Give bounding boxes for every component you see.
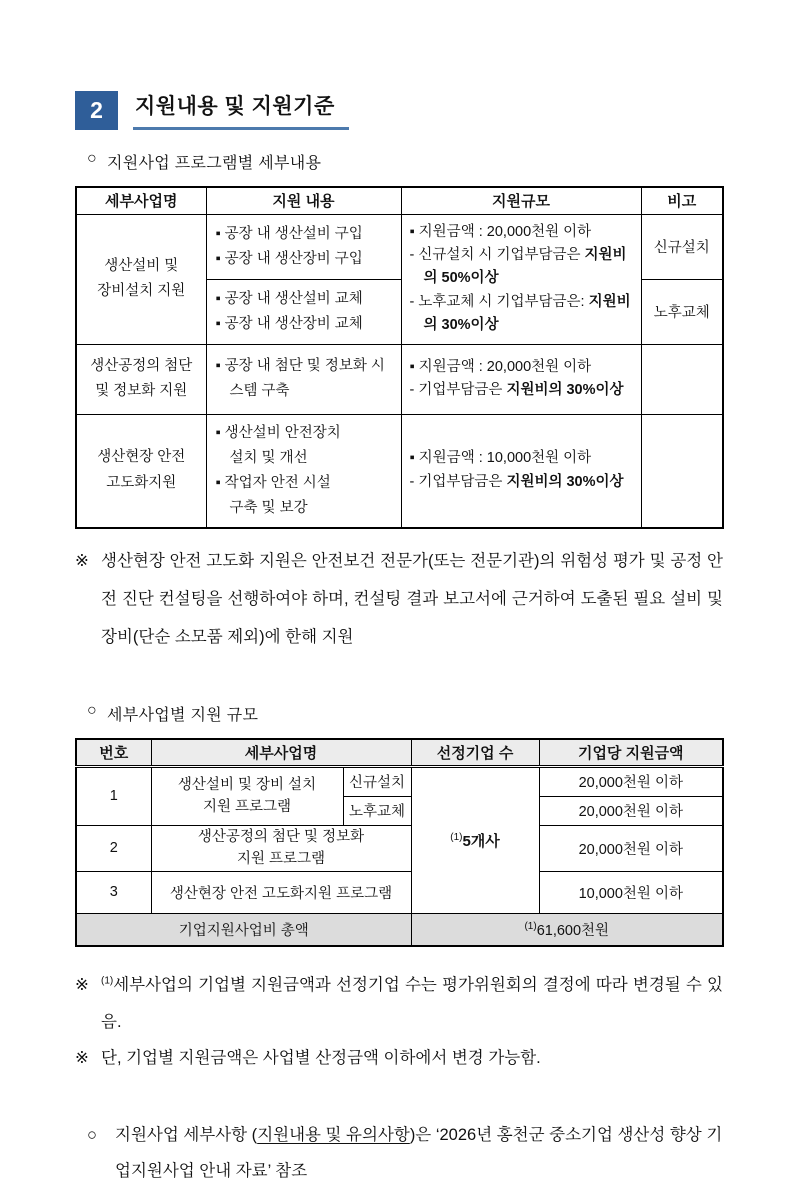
support-scale-table: [75, 738, 724, 947]
scale-line: ▪ 지원금액 : 20,000천원 이하: [409, 223, 592, 240]
t2-total-value: 61,600천원: [536, 923, 610, 940]
t2-row1-amount-new: 20,000천원 이하: [539, 766, 723, 796]
t1-header-name: 세부사업명: [76, 187, 206, 214]
t2-row2: [76, 825, 723, 871]
t2-row1-no: 1: [76, 766, 151, 825]
t1-row3-scale-cell: [401, 414, 641, 527]
t2-header-amount: 기업당 지원금액: [539, 739, 723, 766]
scale-text: - 기업부담금은: [409, 382, 507, 399]
t2-row2-name-cell: [151, 825, 411, 871]
t2-header-no: 번호: [76, 739, 151, 766]
t2-row2-no: 2: [76, 825, 151, 871]
t2-header-row: [76, 739, 723, 766]
t1-row2-name-line1: 생산공정의 첨단: [90, 358, 193, 375]
t1-row1-note-new: 신규설치: [641, 214, 723, 279]
t2-row1-sub-new: 신규설치: [343, 766, 411, 796]
scale-text-bold: 지원비의 30%이상: [506, 382, 624, 399]
t2-row3-name-cell: 생산현장 안전 고도화지원 프로그램: [151, 871, 411, 913]
title-underline: [133, 90, 349, 130]
content-line: ▪ 공장 내 생산설비 구입: [215, 225, 363, 242]
t1-header-content: 지원 내용: [206, 187, 401, 214]
content-line: ▪ 공장 내 생산장비 교체: [215, 315, 363, 332]
t1-header-scale: 지원규모: [401, 187, 641, 214]
t1-row2-name-line2: 및 정보화 지원: [95, 383, 188, 400]
content-line: ▪ 공장 내 생산설비 교체: [215, 290, 363, 307]
t1-row3-name-line2: 고도화지원: [106, 474, 177, 491]
t1-row1-name-line1: 생산설비 및: [104, 257, 179, 274]
t1-header-note: 비고: [641, 187, 723, 214]
closing-suffix: )은 ‘2026년 홍천군 중소기업 생산성 향상 기업지원사업 안내 자료’ 참조: [115, 1126, 723, 1180]
t2-selected-count-cell: [411, 766, 539, 913]
scale-text-bold: 지원비의 30%이상: [506, 473, 624, 490]
content-line: ▪ 공장 내 첨단 및 정보화 시스템 구축: [215, 358, 385, 400]
section-header: [75, 90, 723, 130]
closing-reference: [87, 1118, 723, 1189]
t2-row2-name-line2: 지원 프로그램: [236, 851, 326, 868]
closing-prefix: 지원사업 세부사항 (: [115, 1126, 258, 1145]
section-number-badge: 2: [75, 91, 118, 130]
note-text: 세부사업의 기업별 지원금액과 선정기업 수는 평가위원회의 결정에 따라 변경될 수 있음.: [101, 976, 723, 1031]
t2-row2-amount: 20,000천원 이하: [539, 825, 723, 871]
content-line: ▪ 공장 내 생산장비 구입: [215, 250, 363, 267]
footnote-sup: (1): [524, 921, 537, 933]
reference-mark-icon: ※: [75, 1049, 89, 1068]
footnote-sup: (1): [450, 832, 463, 844]
reference-mark-icon: ※: [75, 976, 89, 995]
t2-header-selected: 선정기업 수: [411, 739, 539, 766]
t2-row2-name-line1: 생산공정의 첨단 및 정보화: [197, 828, 365, 845]
t2-row3-amount: 10,000천원 이하: [539, 871, 723, 913]
closing-underlined: 지원내용 및 유의사항: [257, 1126, 410, 1145]
reference-mark-icon: ※: [75, 551, 89, 570]
t1-header-row: [76, 187, 723, 214]
note-committee-decision: [75, 967, 723, 1040]
note-committee-decision-text: [101, 967, 723, 1040]
circle-bullet-icon: ○: [87, 702, 97, 720]
note-amount-change: [75, 1040, 723, 1076]
t1-row3-name-line1: 생산현장 안전: [97, 449, 186, 466]
t1-row3: [76, 414, 723, 527]
scale-text: - 신규설치 시 기업부담금은: [409, 246, 585, 263]
t1-row2-content-cell: [206, 344, 401, 414]
t1-row2-scale-cell: [401, 344, 641, 414]
scale-line: [410, 379, 635, 402]
program-details-table: [75, 186, 724, 529]
heading-program-details: [87, 150, 723, 173]
heading-support-scale-label: 세부사업별 지원 규모: [106, 707, 259, 725]
heading-support-scale: [87, 702, 723, 725]
t2-row1a: [76, 766, 723, 796]
scale-line: ▪ 지원금액 : 10,000천원 이하: [409, 450, 592, 467]
t2-total-label: 기업지원사업비 총액: [76, 913, 411, 946]
t2-row1-amount-replace: 20,000천원 이하: [539, 796, 723, 825]
t1-row1-content-new-cell: [206, 214, 401, 279]
t1-row3-name-cell: [76, 414, 206, 527]
scale-line: [410, 291, 635, 338]
note-amount-change-text: 단, 기업별 지원금액은 사업별 산정금액 이하에서 변경 가능함.: [101, 1049, 541, 1068]
content-line: ▪ 생산설비 안전장치: [215, 424, 341, 441]
t1-row1-name-line2: 장비설치 지원: [97, 283, 186, 300]
scale-line: [410, 471, 635, 494]
note-safety-consulting: [75, 543, 723, 657]
scale-text: - 노후교체 시 기업부담금은:: [409, 293, 589, 310]
page-title: 지원내용 및 지원기준: [135, 95, 335, 118]
circle-bullet-icon: ○: [87, 1126, 97, 1145]
t1-row2: [76, 344, 723, 414]
content-line: 설치 및 개선: [229, 449, 308, 466]
t1-row1-name-cell: [76, 214, 206, 344]
t2-row1-name-line2: 지원 프로그램: [202, 799, 292, 816]
t2-row1-sub-replace: 노후교체: [343, 796, 411, 825]
t1-row2-name-cell: [76, 344, 206, 414]
circle-bullet-icon: ○: [87, 150, 97, 167]
scale-line: [410, 244, 635, 291]
t1-row3-note-cell: [641, 414, 723, 527]
content-line: 구축 및 보강: [229, 499, 308, 516]
closing-reference-text: [115, 1118, 723, 1189]
scale-line: ▪ 지원금액 : 20,000천원 이하: [409, 358, 592, 375]
t2-row3-no: 3: [76, 871, 151, 913]
t2-header-name: 세부사업명: [151, 739, 411, 766]
t2-total-value-cell: [411, 913, 723, 946]
t1-row1a: [76, 214, 723, 279]
t2-row1-name-cell: [151, 766, 343, 825]
scale-text-bold: 지원비의 50%이상: [423, 246, 627, 287]
t1-row1-content-replace-cell: [206, 279, 401, 344]
t2-row1-name-line1: 생산설비 및 장비 설치: [177, 777, 317, 794]
scale-text: - 기업부담금은: [409, 473, 507, 490]
note-safety-consulting-text: 생산현장 안전 고도화 지원은 안전보건 전문가(또는 전문기관)의 위험성 평가 및 공정 안전 진단 컨설팅을 선행하여야 하며, 컨설팅 결과 보고서에 근거하여 도출된 필요 설비 및 장비(단순 소모품 제외)에 한해 지원: [101, 551, 723, 646]
t2-row3: [76, 871, 723, 913]
footnote-sup: (1): [101, 975, 114, 987]
t1-row2-note-cell: [641, 344, 723, 414]
t1-row1-note-replace: 노후교체: [641, 279, 723, 344]
t2-total-row: [76, 913, 723, 946]
scale-text-bold: 지원비의 30%이상: [423, 293, 631, 334]
t1-row1-scale-cell: [401, 214, 641, 344]
content-line: ▪ 작업자 안전 시설: [215, 474, 331, 491]
heading-program-details-label: 지원사업 프로그램별 세부내용: [106, 155, 322, 172]
t1-row3-content-cell: [206, 414, 401, 527]
selected-count-value: 5개사: [462, 832, 500, 850]
